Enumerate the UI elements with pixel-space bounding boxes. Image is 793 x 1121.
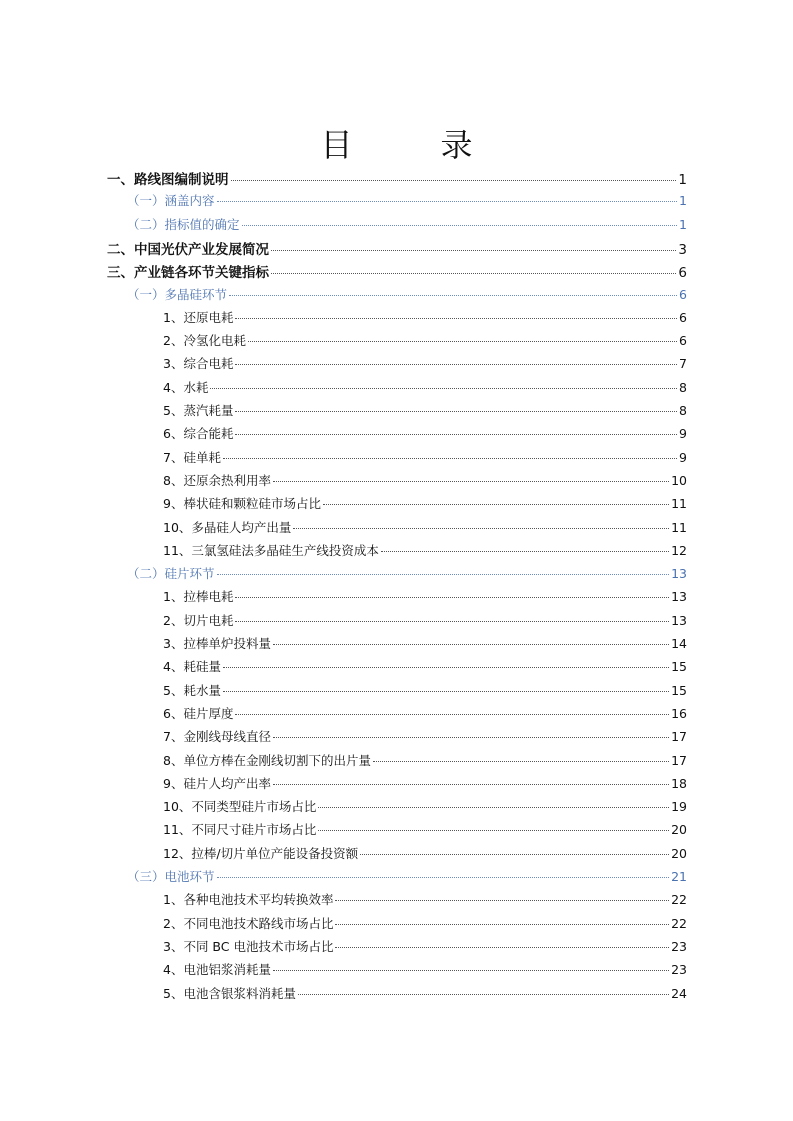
dot-leader bbox=[335, 947, 669, 948]
toc-entry-page-number: 12 bbox=[671, 542, 687, 558]
toc-entry-label: 4、电池铝浆消耗量 bbox=[163, 962, 271, 978]
dot-leader bbox=[223, 458, 677, 459]
toc-entry-label: （一）涵盖内容 bbox=[127, 193, 215, 209]
toc-entry-level-2[interactable] bbox=[127, 215, 687, 233]
dot-leader bbox=[273, 644, 669, 645]
toc-entry-level-3[interactable] bbox=[163, 960, 687, 978]
dot-leader bbox=[335, 900, 669, 901]
dot-leader bbox=[271, 273, 676, 274]
toc-entry-label: （一）多晶硅环节 bbox=[127, 286, 228, 302]
toc-entry-page-number: 22 bbox=[671, 915, 687, 931]
toc-entry-label: 7、金刚线母线直径 bbox=[163, 729, 271, 745]
toc-entry-label: 4、耗硅量 bbox=[163, 659, 221, 675]
toc-entry-level-3[interactable] bbox=[163, 820, 687, 838]
toc-entry-level-3[interactable] bbox=[163, 914, 687, 932]
toc-entry-page-number: 6 bbox=[679, 333, 687, 349]
toc-entry-level-3[interactable] bbox=[163, 518, 687, 536]
dot-leader bbox=[298, 994, 669, 995]
dot-leader bbox=[217, 201, 678, 202]
dot-leader bbox=[381, 551, 669, 552]
toc-entry-label: 9、硅片人均产出率 bbox=[163, 775, 271, 791]
toc-entry-level-3[interactable] bbox=[163, 331, 687, 349]
toc-entry-label: 10、不同类型硅片市场占比 bbox=[163, 799, 317, 815]
dot-leader bbox=[223, 667, 669, 668]
toc-entry-level-3[interactable] bbox=[163, 937, 687, 955]
toc-entry-label: 6、综合能耗 bbox=[163, 426, 234, 442]
toc-entry-label: 1、拉棒电耗 bbox=[163, 589, 234, 605]
toc-entry-label: 6、硅片厚度 bbox=[163, 705, 234, 721]
dot-leader bbox=[335, 924, 669, 925]
dot-leader bbox=[273, 784, 669, 785]
toc-entry-level-3[interactable] bbox=[163, 424, 687, 442]
toc-entry-label: 9、棒状硅和颗粒硅市场占比 bbox=[163, 496, 321, 512]
toc-title: 目 录 bbox=[320, 126, 501, 164]
toc-entry-page-number: 15 bbox=[671, 659, 687, 675]
dot-leader bbox=[273, 481, 669, 482]
dot-leader bbox=[217, 574, 670, 575]
toc-entry-level-3[interactable] bbox=[163, 541, 687, 559]
toc-entry-page-number: 8 bbox=[679, 403, 687, 418]
dot-leader bbox=[318, 830, 669, 831]
dot-leader bbox=[235, 714, 669, 715]
dot-leader bbox=[318, 807, 669, 808]
dot-leader bbox=[373, 761, 669, 762]
toc-entry-level-2[interactable] bbox=[127, 867, 687, 885]
toc-entry-level-3[interactable] bbox=[163, 308, 687, 326]
dot-leader bbox=[271, 250, 676, 251]
toc-entry-label: 3、综合电耗 bbox=[163, 356, 234, 372]
toc-entry-level-3[interactable] bbox=[163, 354, 687, 372]
toc-entry-page-number: 22 bbox=[671, 892, 687, 908]
toc-entry-page-number: 19 bbox=[671, 799, 687, 815]
toc-entry-page-number: 3 bbox=[678, 241, 687, 258]
toc-entry-page-number: 13 bbox=[671, 612, 687, 628]
toc-entry-page-number: 17 bbox=[671, 729, 687, 745]
toc-entry-level-1[interactable] bbox=[107, 261, 687, 281]
toc-entry-label: 7、硅单耗 bbox=[163, 449, 221, 465]
dot-leader bbox=[235, 621, 669, 622]
toc-entry-level-1[interactable] bbox=[107, 168, 687, 188]
toc-entry-level-3[interactable] bbox=[163, 657, 687, 675]
toc-entry-page-number: 10 bbox=[671, 472, 687, 488]
toc-entry-level-3[interactable] bbox=[163, 634, 687, 652]
toc-entry-page-number: 13 bbox=[671, 566, 687, 582]
toc-entry-label: 1、还原电耗 bbox=[163, 309, 234, 325]
toc-entry-page-number: 23 bbox=[671, 938, 687, 954]
toc-entry-label: 2、切片电耗 bbox=[163, 612, 234, 628]
toc-entry-label: 2、冷氢化电耗 bbox=[163, 333, 246, 349]
toc-entry-page-number: 1 bbox=[679, 193, 687, 209]
toc-entry-label: 2、不同电池技术路线市场占比 bbox=[163, 915, 334, 931]
toc-entry-page-number: 11 bbox=[671, 496, 687, 512]
toc-entry-label: 8、还原余热利用率 bbox=[163, 472, 271, 488]
dot-leader bbox=[323, 504, 669, 505]
toc-entry-level-3[interactable] bbox=[163, 681, 687, 699]
toc-entry-level-3[interactable] bbox=[163, 844, 687, 862]
toc-entry-label: 8、单位方棒在金刚线切割下的出片量 bbox=[163, 752, 371, 768]
toc-entry-level-3[interactable] bbox=[163, 890, 687, 908]
toc-entry-label: （二）指标值的确定 bbox=[127, 216, 240, 232]
dot-leader bbox=[229, 295, 677, 296]
toc-entry-page-number: 9 bbox=[679, 449, 687, 465]
toc-entry-label: （三）电池环节 bbox=[127, 869, 215, 884]
dot-leader bbox=[235, 364, 677, 365]
dot-leader bbox=[217, 877, 670, 878]
dot-leader bbox=[223, 691, 669, 692]
toc-entry-label: 3、拉棒单炉投料量 bbox=[163, 636, 271, 651]
toc-entry-page-number: 16 bbox=[671, 705, 687, 721]
toc-entry-level-3[interactable] bbox=[163, 587, 687, 605]
toc-entry-label: 11、不同尺寸硅片市场占比 bbox=[163, 822, 317, 838]
toc-entry-label: 12、拉棒/切片单位产能设备投资额 bbox=[163, 845, 359, 861]
toc-entry-page-number: 18 bbox=[671, 775, 687, 791]
toc-entry-level-3[interactable] bbox=[163, 471, 687, 489]
toc-entry-level-3[interactable] bbox=[163, 774, 687, 792]
toc-entry-page-number: 11 bbox=[671, 519, 687, 535]
toc-entry-level-3[interactable] bbox=[163, 611, 687, 629]
toc-entry-page-number: 6 bbox=[679, 309, 687, 325]
toc-entry-label: 3、不同 BC 电池技术市场占比 bbox=[163, 938, 334, 954]
toc-entry-page-number: 21 bbox=[671, 869, 687, 884]
dot-leader bbox=[248, 341, 677, 342]
toc-entry-level-3[interactable] bbox=[163, 704, 687, 722]
toc-entry-level-3[interactable] bbox=[163, 448, 687, 466]
toc-entry-level-3[interactable] bbox=[163, 751, 687, 769]
toc-entry-label: 5、耗水量 bbox=[163, 682, 221, 698]
toc-entry-page-number: 24 bbox=[671, 985, 687, 1001]
toc-entry-level-2[interactable] bbox=[127, 564, 687, 582]
dot-leader bbox=[235, 411, 677, 412]
toc-entry-level-3[interactable] bbox=[163, 984, 687, 1002]
toc-entry-label: 5、电池含银浆料消耗量 bbox=[163, 985, 296, 1001]
toc-entry-level-3[interactable] bbox=[163, 378, 687, 396]
toc-entry-page-number: 7 bbox=[679, 356, 687, 372]
dot-leader bbox=[273, 970, 669, 971]
toc-entry-page-number: 23 bbox=[671, 962, 687, 978]
toc-entry-page-number: 15 bbox=[671, 682, 687, 698]
toc-entry-page-number: 17 bbox=[671, 752, 687, 768]
toc-entry-label: （二）硅片环节 bbox=[127, 566, 215, 582]
toc-entry-page-number: 6 bbox=[678, 265, 687, 282]
toc-entry-page-number: 14 bbox=[671, 636, 687, 651]
toc-entry-label: 一、路线图编制说明 bbox=[107, 172, 229, 188]
toc-entry-level-3[interactable] bbox=[163, 797, 687, 815]
toc-entry-label: 11、三氯氢硅法多晶硅生产线投资成本 bbox=[163, 542, 379, 558]
toc-entry-page-number: 20 bbox=[671, 822, 687, 838]
toc-entry-level-2[interactable] bbox=[127, 191, 687, 209]
toc-entry-page-number: 1 bbox=[679, 216, 687, 232]
toc-entry-level-3[interactable] bbox=[163, 727, 687, 745]
toc-entry-label: 1、各种电池技术平均转换效率 bbox=[163, 892, 334, 908]
dot-leader bbox=[273, 737, 669, 738]
dot-leader bbox=[235, 434, 677, 435]
toc-entry-label: 二、中国光伏产业发展简况 bbox=[107, 241, 269, 258]
dot-leader bbox=[242, 225, 678, 226]
toc-entry-label: 三、产业链各环节关键指标 bbox=[107, 265, 269, 282]
toc-entry-page-number: 1 bbox=[678, 172, 687, 188]
toc-entry-page-number: 13 bbox=[671, 589, 687, 605]
dot-leader bbox=[235, 597, 669, 598]
toc-entry-label: 4、水耗 bbox=[163, 379, 209, 395]
toc-entry-label: 10、多晶硅人均产出量 bbox=[163, 519, 292, 535]
dot-leader bbox=[231, 180, 677, 181]
dot-leader bbox=[360, 854, 669, 855]
toc-entry-level-3[interactable] bbox=[163, 401, 687, 419]
toc-entry-page-number: 8 bbox=[679, 379, 687, 395]
dot-leader bbox=[235, 318, 677, 319]
toc-entry-level-2[interactable] bbox=[127, 285, 687, 303]
dot-leader bbox=[293, 528, 669, 529]
toc-entry-page-number: 9 bbox=[679, 426, 687, 442]
toc-entry-level-1[interactable] bbox=[107, 238, 687, 258]
dot-leader bbox=[210, 388, 677, 389]
toc-entry-page-number: 6 bbox=[679, 286, 687, 302]
toc-entry-page-number: 20 bbox=[671, 845, 687, 861]
toc-entry-level-3[interactable] bbox=[163, 494, 687, 512]
toc-entry-label: 5、蒸汽耗量 bbox=[163, 403, 234, 418]
